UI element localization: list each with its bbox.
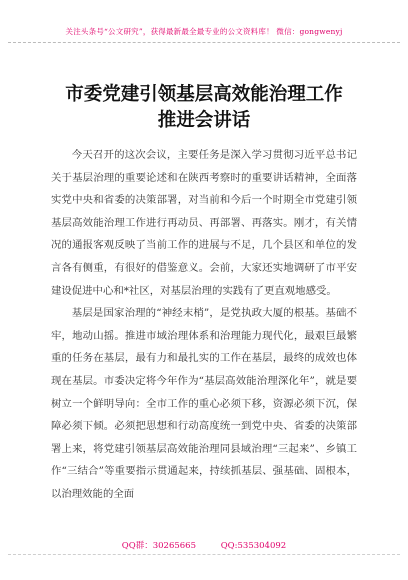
title-line-1: 市委党建引领基层高效能治理工作	[65, 84, 343, 105]
document-title	[0, 82, 408, 134]
footer-qq-group: QQ群：30265665	[121, 541, 196, 551]
footer-qq-number: QQ:535304092	[220, 541, 287, 551]
footer-contact	[0, 539, 408, 551]
paragraph-1: 今天召开的这次会议，主要任务是深入学习贯彻习近平总书记关于基层治理的重要论述和在陕西考察时的重要讲话精神，全面落实党中央和省委的决策部署，对当前和今后一个时期全市党建引领基层高效能治理工作进行再动员、再部署、再落实。刚才，有关情况的通报客观反映了当前工作的进展与不足，几个县区和单位的发言各有侧重，有很好的借鉴意义。会前，大家还实地调研了市平安建设促进中心和*社区，对基层治理的实践有了更直观地感受。	[51, 149, 357, 297]
title-line-2: 推进会讲话	[157, 110, 251, 131]
footer-divider	[8, 554, 400, 555]
document-body	[51, 144, 357, 506]
header-banner: 关注头条号“公文研究”，获得最新最全最专业的公文资料库！ 微信：gongwenyj	[65, 27, 343, 36]
header-divider	[8, 42, 400, 43]
paragraph-2: 基层是国家治理的“神经末梢”，是党执政大厦的根基。基础不牢，地动山摇。推进市域治理体系和治理能力现代化，最艰巨最繁重的任务在基层，最有力和最扎实的工作在基层，最终的成效也体现在基层。市委决定将今年作为“基层高效能治理深化年”，就是要树立一个鲜明导向：全市工作的重心必须下移，资源必须下沉，保障必须下倾。必须把思想和行动高度统一到党中央、省委的决策部署上来，将党建引领基层高效能治理同县域治理“三起来”、乡镇工作“三结合”等重要指示贯通起来，持续抓基层、强基础、固根本，以治理效能的全面	[51, 307, 357, 500]
